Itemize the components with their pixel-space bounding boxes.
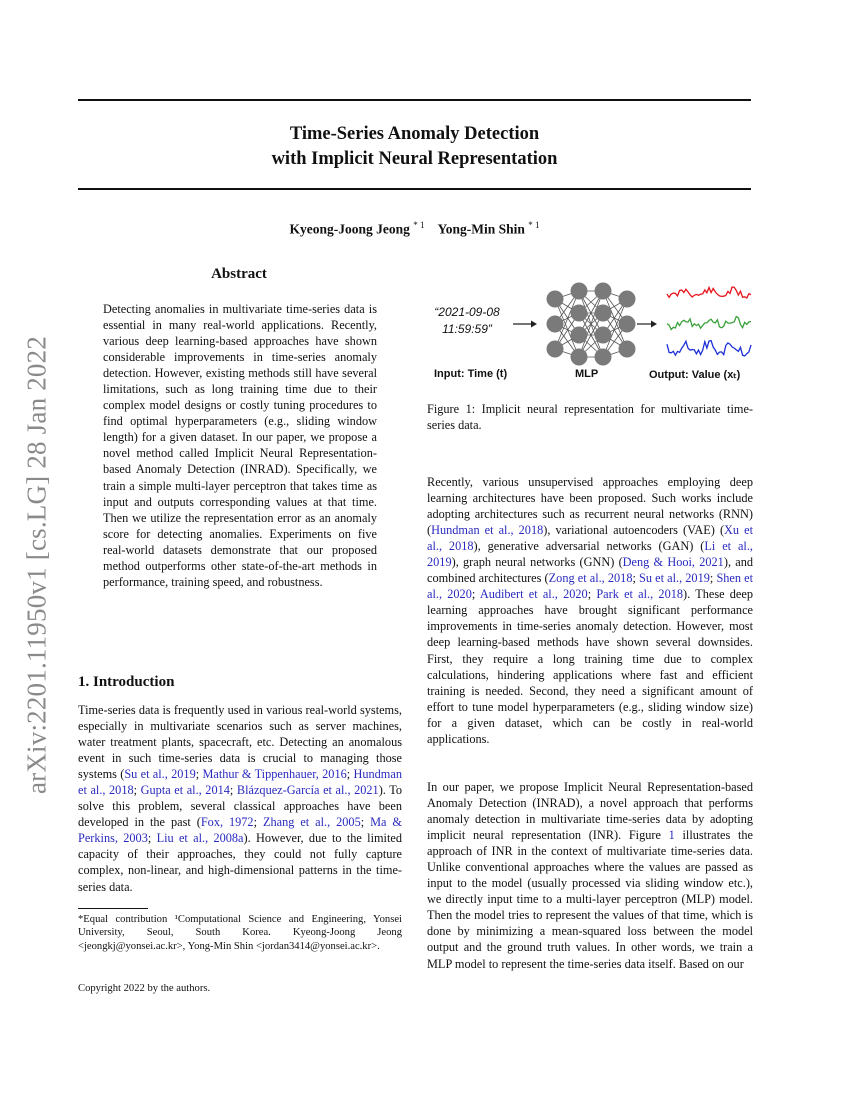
footnote-rule [78, 908, 148, 909]
text-run: ), and combined architectures ( [427, 555, 754, 586]
arxiv-sidebar [22, 300, 52, 830]
intro-paragraph-2 [427, 474, 753, 747]
text-run: ), graph neural networks (GNN) ( [451, 555, 623, 570]
text-run: ; [229, 783, 237, 798]
mlp-node [571, 283, 588, 300]
mlp-edges [555, 291, 627, 357]
citation-link[interactable]: Deng & Hooi, 2021 [622, 555, 724, 570]
copyright: Copyright 2022 by the authors. [78, 983, 211, 994]
mlp-node [619, 341, 636, 358]
mlp-node [595, 327, 612, 344]
mlp-node [571, 305, 588, 322]
author-list [78, 220, 751, 238]
citation-link[interactable]: Hundman et al., 2018 [78, 767, 402, 798]
text-run: ; [709, 571, 717, 586]
title-bottom-rule [78, 188, 751, 190]
title-top-rule [78, 99, 751, 101]
text-run: ; [195, 767, 203, 782]
citation-link[interactable]: Liu et al., 2008a [156, 831, 244, 846]
figure-label-mlp: MLP [575, 368, 599, 380]
abstract-text: Detecting anomalies in multivariate time-series data is essential in many real-world applications. Recently, various deep learning-based approaches have shown considerable improvements in time-series anomaly detection. However, existing methods still have several limitations, such as long training time due to their complex model designs or costly tuning procedures to find optimal hyperparameters (e.g., sliding window length) for a given dataset. In our paper, we propose a novel method called Implicit Neural Representation-based Anomaly Detection (INRAD). Specifically, we train a simple multi-layer perceptron that takes time as input and outputs corresponding values at that time. Then we utilize the representation error as an anomaly score for detecting anomalies. Experiments on five real-world datasets demonstrate that our proposed method outperforms other state-of-the-art methods in performance, training speed, and robustness. [103, 302, 377, 589]
figure-label-input: Input: Time (t) [434, 368, 508, 380]
output-series-red [667, 287, 751, 298]
text-run: ), variational autoencoders (VAE) ( [543, 523, 725, 538]
output-series-green [667, 317, 751, 330]
title-line-1: Time-Series Anomaly Detection [289, 124, 540, 144]
citation-link[interactable]: Mathur & Tippenhauer, 2016 [202, 767, 347, 782]
citation-link[interactable]: Fox, 1972 [200, 815, 254, 830]
arrow-right-icon [637, 321, 657, 328]
text-run: ; [346, 767, 354, 782]
text-run: ; [253, 815, 263, 830]
text-run: ; [632, 571, 640, 586]
mlp-node [571, 349, 588, 366]
figure-ref-link[interactable]: 1 [668, 828, 675, 843]
author-1-affil: * 1 [413, 220, 425, 230]
citation-link[interactable]: Su et al., 2019 [639, 571, 710, 586]
arrow-right-icon [513, 321, 537, 328]
mlp-node [595, 349, 612, 366]
title-line-2: with Implicit Neural Representation [271, 149, 558, 169]
text-run: ; [587, 587, 597, 602]
text-run: ; [147, 831, 157, 846]
paper-title [78, 122, 751, 172]
text-run: Time-series data is frequently used in various real-world systems, especially in multivariate scenarios such as server machines, water treatment plants, spacecraft, etc. Detecting an anomalous event in such time-series data is crucial to managing those systems ( [78, 703, 402, 782]
citation-link[interactable]: Su et al., 2019 [124, 767, 196, 782]
citation-link[interactable]: Ma & Perkins, 2003 [78, 815, 402, 846]
citation-link[interactable]: Park et al., 2018 [596, 587, 684, 602]
mlp-node [547, 316, 564, 333]
citation-link[interactable]: Xu et al., 2018 [427, 523, 753, 554]
author-1: Kyeong-Joong Jeong [289, 221, 410, 237]
text-run: ), generative adversarial networks (GAN) ( [473, 539, 705, 554]
citation-link[interactable]: Hundman et al., 2018 [431, 523, 544, 538]
text-run: In our paper, we propose Implicit Neural Representation-based Anomaly Detection (INRAD), a novel approach that performs anomaly detection in multivariate time-series data by adopting implicit neural representation (INR). Figure [427, 780, 753, 843]
mlp-node [619, 291, 636, 308]
figure-1-caption: Figure 1: Implicit neural representation for multivariate time-series data. [427, 402, 753, 433]
output-series-blue [667, 341, 751, 356]
intro-paragraph-3 [427, 779, 753, 972]
citation-link[interactable]: Blázquez-García et al., 2021 [236, 783, 379, 798]
citation-link[interactable]: Zhang et al., 2005 [262, 815, 361, 830]
abstract-heading: Abstract [211, 266, 267, 282]
figure-label-output: Output: Value (xₜ) [649, 369, 741, 381]
text-run: ; [360, 815, 371, 830]
mlp-node [619, 316, 636, 333]
text-run: ; [133, 783, 141, 798]
intro-paragraph-1 [78, 702, 402, 895]
mlp-node [595, 283, 612, 300]
author-2: Yong-Min Shin [437, 221, 525, 237]
mlp-node [547, 341, 564, 358]
text-run: Recently, various unsupervised approaches employing deep learning architectures have been proposed. Such works include adopting architectures such as recurrent neural networks (RNN) ( [427, 475, 753, 538]
citation-link[interactable]: Shen et al., 2020 [427, 571, 754, 602]
arxiv-id: arXiv:2201.11950v1 [cs.LG] 28 Jan 2022 [21, 335, 52, 795]
citation-link[interactable]: Li et al., 2019 [427, 539, 753, 570]
text-run: ; [471, 587, 480, 602]
text-run: ). These deep learning approaches have brought significant performance improvements in time-series anomaly detection. However, most deep learning-based methods have shown several downsides. First, they require a long training time due to complex calculations, hindering applications where fast and efficient training is needed. Second, they need a significant amount of effort to tune model hyperparameters (e.g., sliding window size) for a given dataset, which can be costly in real-world applications. [427, 587, 753, 746]
mlp-node [571, 327, 588, 344]
figure-input-time: “2021-09-08 11:59:59” [434, 305, 500, 336]
text-run: ). However, due to the limited capacity of their approaches, they could not fully capture complex, non-linear, and high-dimensional patterns in the time-series data. [78, 831, 402, 894]
citation-link[interactable]: Gupta et al., 2014 [140, 783, 230, 798]
author-2-affil: * 1 [528, 220, 540, 230]
mlp-node [547, 291, 564, 308]
text-run: ). To solve this problem, several classical approaches have been developed in the past ( [78, 783, 403, 830]
mlp-node [595, 305, 612, 322]
text-run: illustrates the approach of INR in the context of multivariate time-series data. Unlike conventional approaches where the values are passed as input to the model (usually processed via sliding window etc.), we directly input time to a multi-layer perceptron (MLP) model. Then the model tries to represent the values of that time, which is done by minimizing a mean-squared loss between the model output and the ground truth values. In other words, we train a MLP model to represent the time-series data itself. Based on our [427, 828, 754, 971]
section-heading-introduction: 1. Introduction [78, 674, 175, 690]
footnote: *Equal contribution ¹Computational Science and Engineering, Yonsei University, Seoul, South Korea. Kyeong-Joong Jeong <jeongkj@yonsei.ac.kr>, Yong-Min Shin <jordan3414@yonsei.ac.kr>. [78, 914, 402, 952]
citation-link[interactable]: Audibert et al., 2020 [479, 587, 588, 602]
citation-link[interactable]: Zong et al., 2018 [548, 571, 633, 586]
figure-1 [427, 280, 753, 390]
